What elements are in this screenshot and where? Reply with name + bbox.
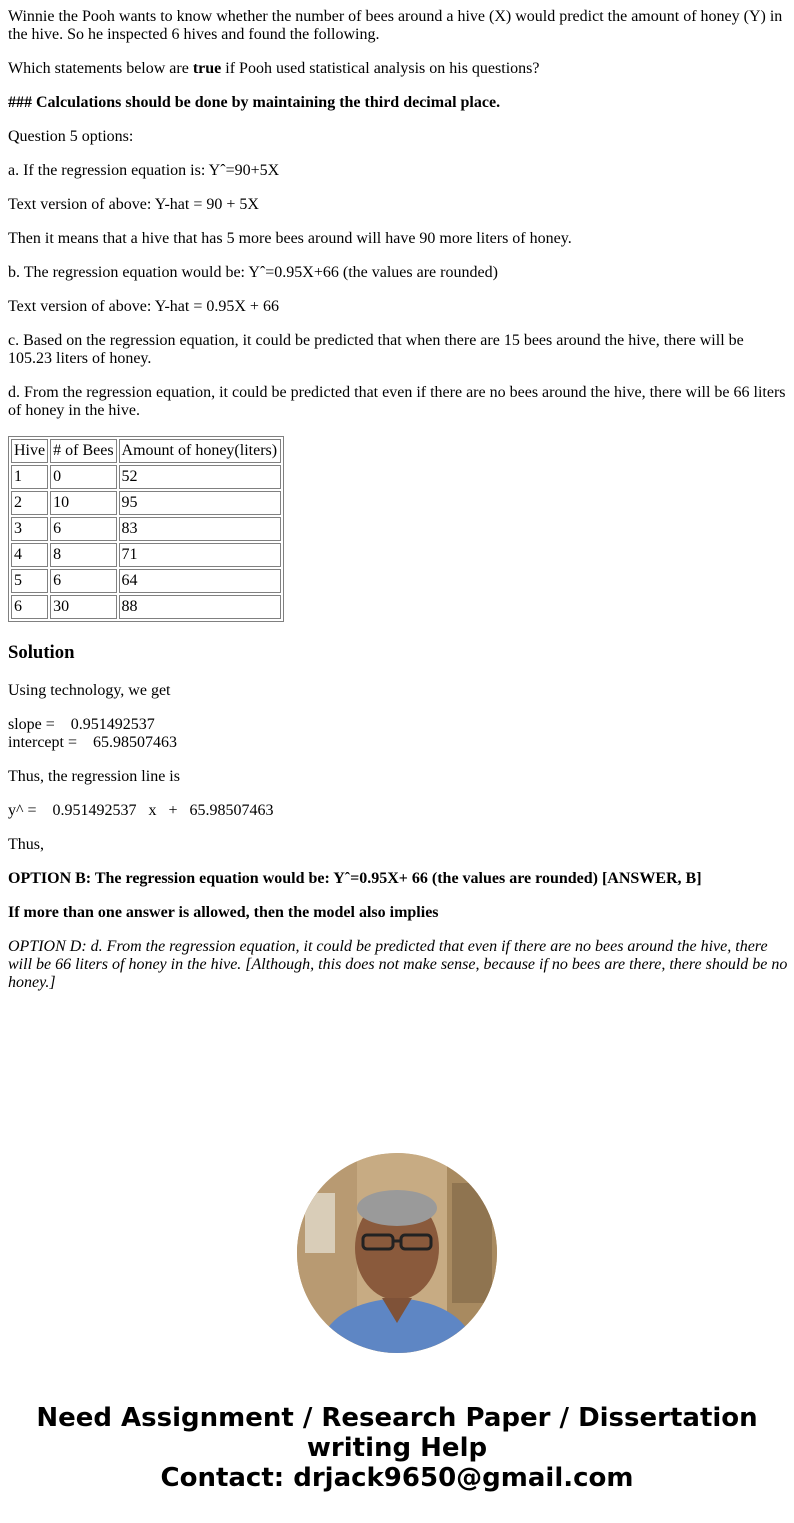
person-photo-icon <box>297 1153 497 1353</box>
question-prompt <box>8 60 788 78</box>
table-row <box>11 465 281 489</box>
header-honey: Amount of honey(liters) <box>119 439 281 463</box>
cell-honey: 88 <box>119 595 281 619</box>
cell-honey: 95 <box>119 491 281 515</box>
solution-thus-line: Thus, the regression line is <box>8 768 180 785</box>
table-row <box>11 595 281 619</box>
cell-bees: 8 <box>50 543 116 567</box>
cell-honey: 83 <box>119 517 281 541</box>
data-table <box>8 436 284 622</box>
option-b: b. The regression equation would be: Yˆ=0.95X+66 (the values are rounded) <box>8 264 498 281</box>
solution-equation: y^ = 0.951492537 x + 65.98507463 <box>8 802 274 819</box>
option-c: c. Based on the regression equation, it could be predicted that when there are 15 bees around the hive, there will be 105.23 liters of honey. <box>8 332 744 367</box>
table-header-row <box>11 439 281 463</box>
calculation-note: ### Calculations should be done by maintaining the third decimal place. <box>8 94 501 111</box>
footer-line-3: Contact: drjack9650@gmail.com <box>160 1463 634 1493</box>
intercept-line: intercept = 65.98507463 <box>8 734 177 751</box>
header-hive: Hive <box>11 439 48 463</box>
footer-line-1: Need Assignment / Research Paper / Dissertation <box>36 1403 758 1433</box>
cell-hive: 3 <box>11 517 48 541</box>
footer-line-2: writing Help <box>306 1433 488 1463</box>
option-a-text: Text version of above: Y-hat = 90 + 5X <box>8 196 259 213</box>
cell-honey: 52 <box>119 465 281 489</box>
table-row <box>11 543 281 567</box>
solution-answer: OPTION B: The regression equation would be: Yˆ=0.95X+ 66 (the values are rounded) [ANSWER, B] <box>8 870 702 887</box>
table-row <box>11 569 281 593</box>
cell-hive: 4 <box>11 543 48 567</box>
cell-honey: 64 <box>119 569 281 593</box>
document-body <box>8 8 788 1008</box>
solution-more: If more than one answer is allowed, then the model also implies <box>8 904 439 921</box>
solution-heading: Solution <box>8 642 75 663</box>
cell-hive: 5 <box>11 569 48 593</box>
cell-hive: 2 <box>11 491 48 515</box>
prompt-before: Which statements below are <box>8 60 193 77</box>
prompt-after: if Pooh used statistical analysis on his questions? <box>221 60 540 77</box>
footer-banner <box>0 1403 794 1493</box>
prompt-bold: true <box>192 60 222 77</box>
cell-bees: 6 <box>50 569 116 593</box>
cell-bees: 10 <box>50 491 116 515</box>
solution-coefficients <box>8 716 788 752</box>
header-bees: # of Bees <box>50 439 116 463</box>
table-row <box>11 491 281 515</box>
question-intro: Winnie the Pooh wants to know whether the number of bees around a hive (X) would predict the amount of honey (Y) in the hive. So he inspected 6 hives and found the following. <box>8 8 783 43</box>
solution-using: Using technology, we get <box>8 682 171 699</box>
table-row <box>11 517 281 541</box>
options-heading: Question 5 options: <box>8 128 134 145</box>
cell-bees: 30 <box>50 595 116 619</box>
solution-thus: Thus, <box>8 836 44 853</box>
slope-line: slope = 0.951492537 <box>8 716 155 733</box>
cell-hive: 1 <box>11 465 48 489</box>
option-a: a. If the regression equation is: Yˆ=90+5X <box>8 162 280 179</box>
cell-hive: 6 <box>11 595 48 619</box>
avatar <box>297 1153 497 1353</box>
cell-bees: 0 <box>50 465 116 489</box>
option-b-text: Text version of above: Y-hat = 0.95X + 66 <box>8 298 279 315</box>
solution-option-d: OPTION D: d. From the regression equation, it could be predicted that even if there are no bees around the hive, there will be 66 liters of honey in the hive. [Although, this does not make sense, because if no bees are there, there should be no honey.] <box>8 938 788 991</box>
option-d: d. From the regression equation, it could be predicted that even if there are no bees around the hive, there will be 66 liters of honey in the hive. <box>8 384 786 419</box>
option-a-then: Then it means that a hive that has 5 more bees around will have 90 more liters of honey. <box>8 230 572 247</box>
cell-honey: 71 <box>119 543 281 567</box>
cell-bees: 6 <box>50 517 116 541</box>
